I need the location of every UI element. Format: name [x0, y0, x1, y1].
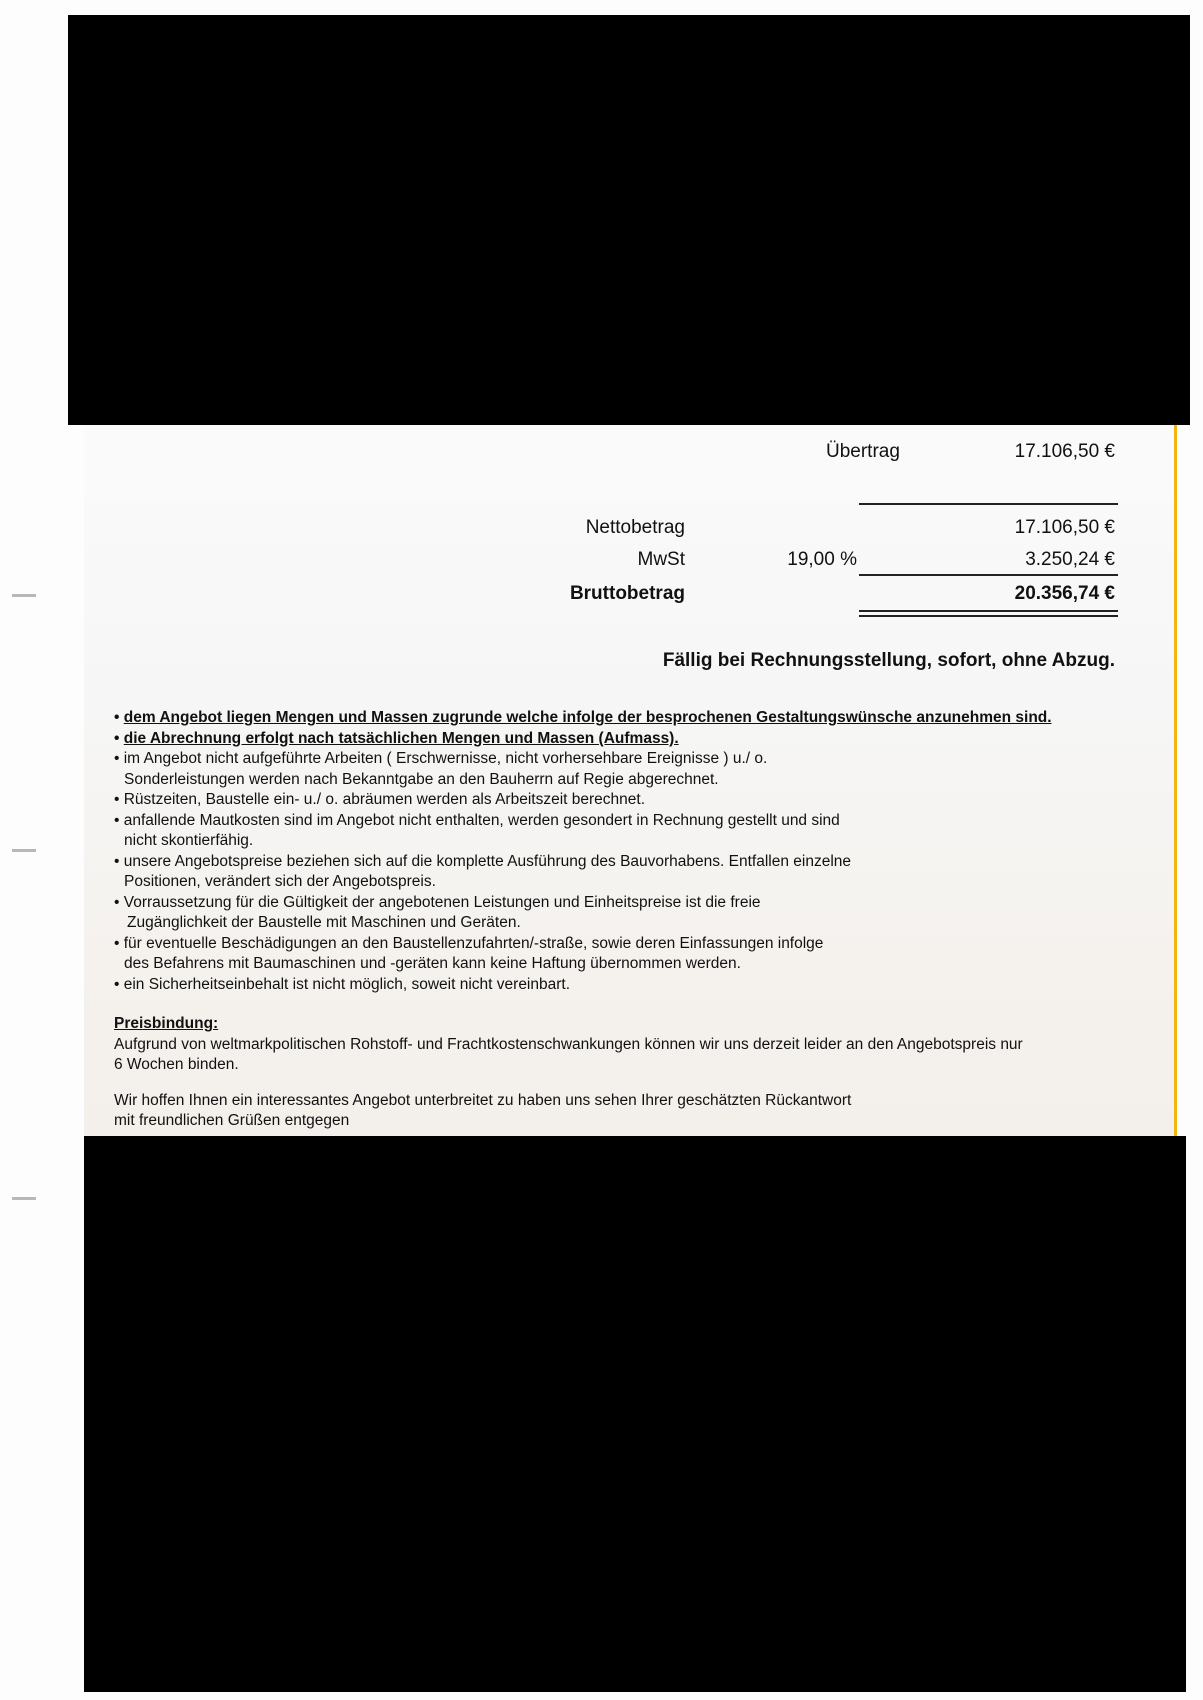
vat-rule [859, 574, 1118, 576]
note-billing: • die Abrechnung erfolgt nach tatsächlichen Mengen und Massen (Aufmass). [114, 729, 679, 747]
note-toll-costs-cont: nicht skontierfähig. [124, 832, 254, 849]
closing-text: Wir hoffen Ihnen ein interessantes Angebot unterbreitet zu haben uns sehen Ihrer geschätzten Rückantwort [114, 1091, 852, 1109]
fold-mark [12, 594, 36, 597]
gross-double-rule-bottom [859, 615, 1118, 617]
carryover-label: Übertrag [826, 441, 900, 462]
note-prerequisite: • Vorraussetzung für die Gültigkeit der angebotenen Leistungen und Einheitspreise ist die freie [114, 893, 761, 911]
vat-value: 3.250,24 € [1025, 549, 1115, 570]
note-offer-prices: • unsere Angebotspreise beziehen sich auf die komplette Ausführung des Bauvorhabens. Entfallen einzelne [114, 852, 852, 870]
note-damage-cont: des Befahrens mit Baumaschinen und -geräten kann keine Haftung übernommen werden. [124, 955, 741, 972]
note-setup-time: • Rüstzeiten, Baustelle ein- u./ o. abräumen werden als Arbeitszeit berechnet. [114, 791, 645, 808]
note-toll-costs: • anfallende Mautkosten sind im Angebot nicht enthalten, werden gesondert in Rechnung gestellt und sind [114, 811, 840, 829]
gross-double-rule-top [859, 610, 1118, 612]
redacted-footer-block [84, 1136, 1186, 1692]
net-label: Nettobetrag [585, 517, 685, 538]
gross-value: 20.356,74 € [1014, 583, 1115, 604]
note-extra-work-cont: Sonderleistungen werden nach Bekanntgabe an den Bauherrn auf Regie abgerechnet. [124, 770, 719, 788]
closing-greeting: mit freundlichen Grüßen entgegen [114, 1112, 350, 1129]
payment-terms: Fällig bei Rechnungsstellung, sofort, ohne Abzug. [662, 650, 1115, 671]
note-prerequisite-cont: Zugänglichkeit der Baustelle mit Maschinen und Geräten. [127, 914, 521, 931]
note-quantities: • dem Angebot liegen Mengen und Massen zugrunde welche infolge der besprochenen Gestaltungswünsche anzunehmen sind. [114, 709, 1052, 726]
redacted-header-block [68, 15, 1190, 425]
carryover-value: 17.106,50 € [1014, 441, 1115, 462]
note-extra-work: • im Angebot nicht aufgeführte Arbeiten ( Erschwernisse, nicht vorhersehbare Ereignisse ) u./ o. [114, 750, 768, 767]
note-offer-prices-cont: Positionen, verändert sich der Angebotspreis. [124, 873, 436, 890]
net-value: 17.106,50 € [1014, 517, 1115, 538]
price-binding-text-cont: 6 Wochen binden. [114, 1056, 239, 1073]
note-damage: • für eventuelle Beschädigungen an den Baustellenzufahrten/-straße, sowie deren Einfassungen infolge [114, 934, 824, 952]
punch-mark [12, 849, 36, 852]
gross-label: Bruttobetrag [569, 583, 685, 604]
subtotal-rule [859, 503, 1118, 505]
price-binding-heading: Preisbindung: [114, 1015, 219, 1032]
terms-notes [114, 708, 1114, 1132]
note-security-retention: • ein Sicherheitseinbehalt ist nicht möglich, soweit nicht vereinbart. [114, 975, 571, 993]
price-binding-text: Aufgrund von weltmarkpolitischen Rohstoff- und Frachtkostenschwankungen können wir uns derzeit leider an den Angebotspreis nur [114, 1035, 1023, 1053]
margin-accent-line [1174, 424, 1177, 1136]
vat-rate: 19,00 % [787, 549, 857, 570]
fold-mark [12, 1197, 36, 1200]
note-billing-text: die Abrechnung erfolgt nach tatsächlichen Mengen und Massen (Aufmass). [123, 729, 679, 747]
vat-label: MwSt [637, 549, 685, 570]
note-quantities-text: dem Angebot liegen Mengen und Massen zugrunde welche infolge der besprochenen Gestaltungswünsche anzunehmen sind. [123, 709, 1052, 726]
